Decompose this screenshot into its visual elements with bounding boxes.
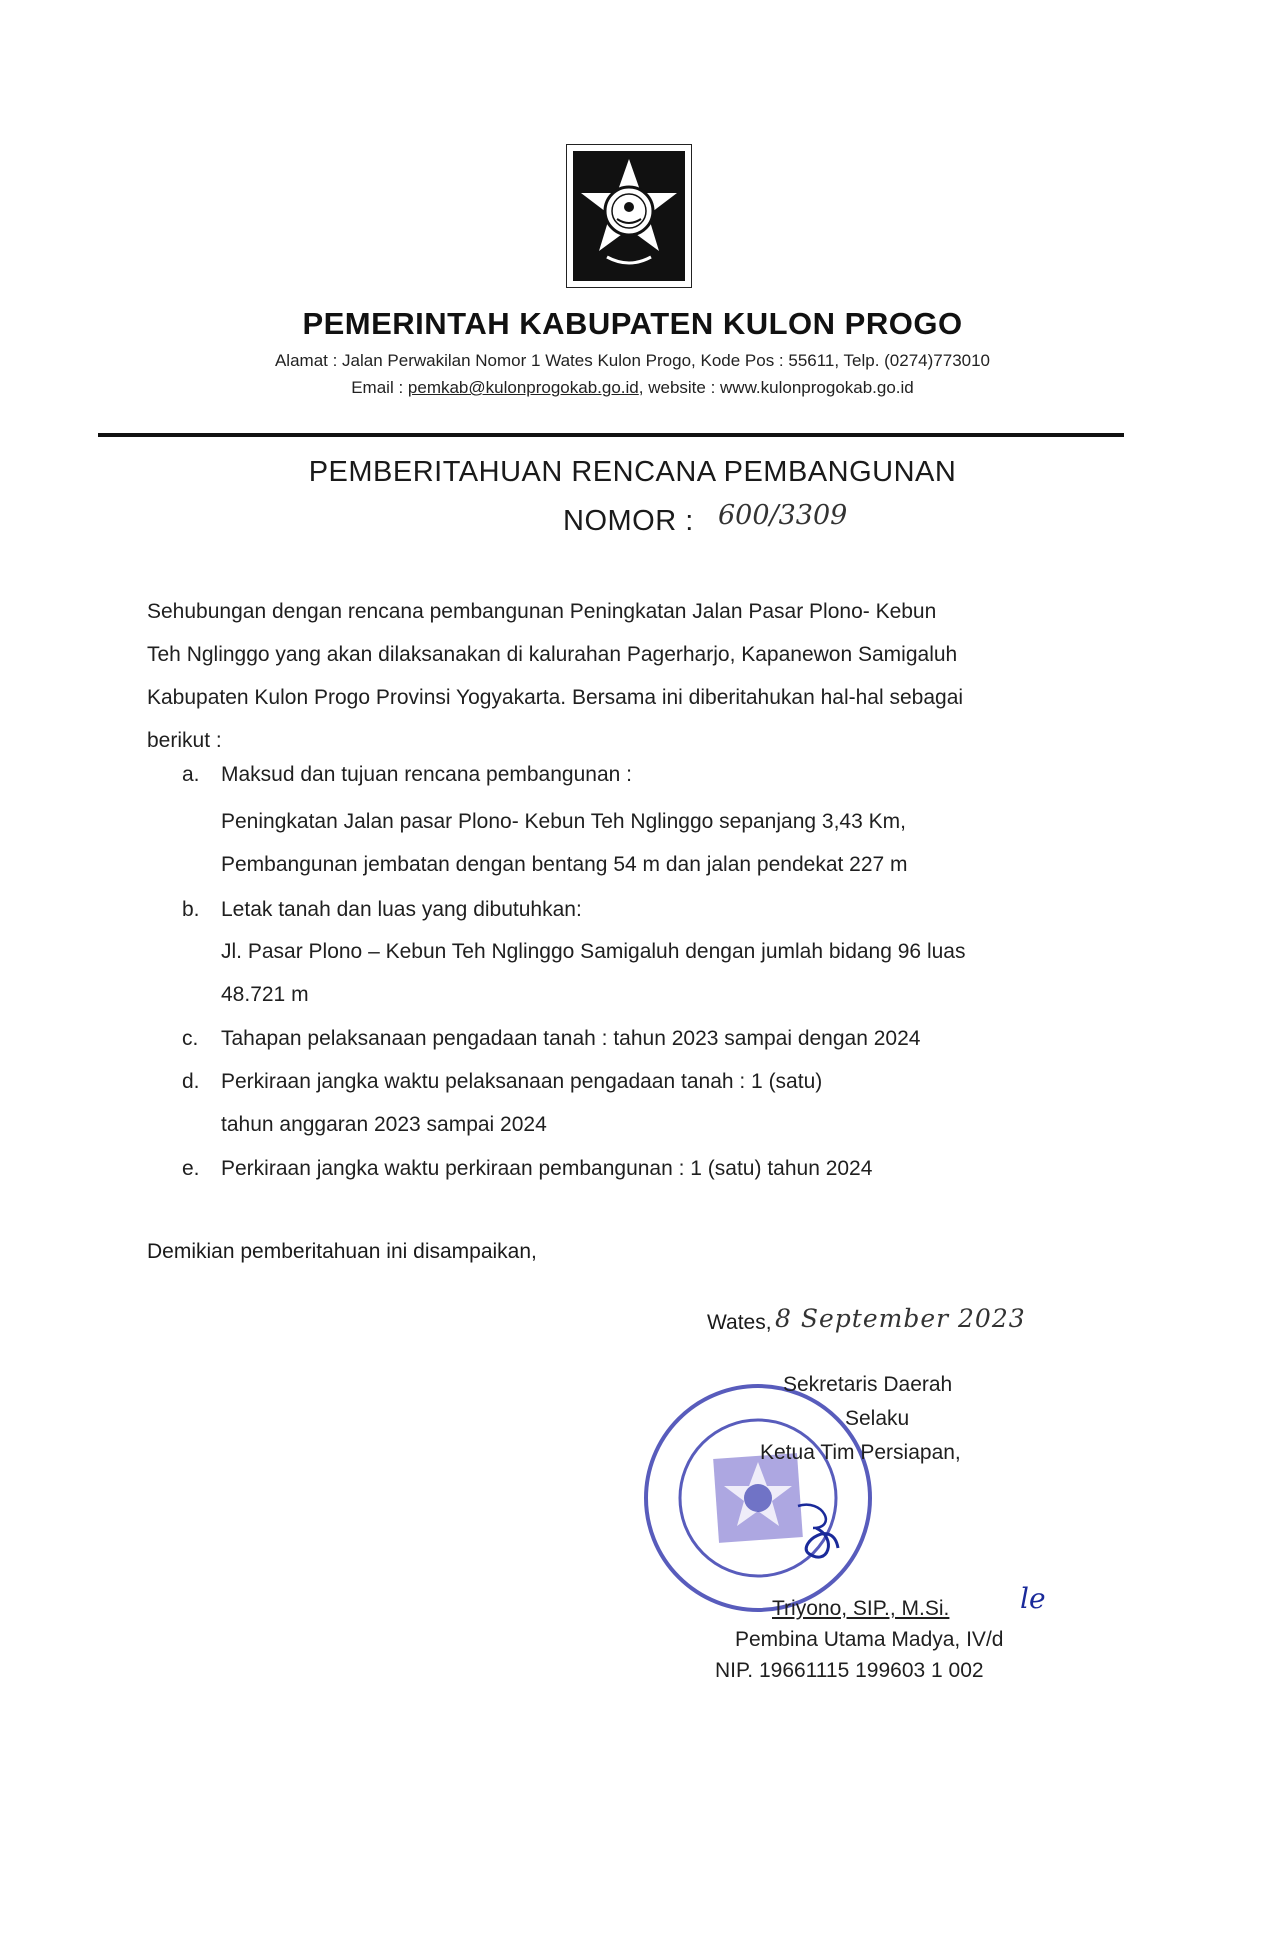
item-letter: c. <box>182 1027 199 1050</box>
item-text: tahun anggaran 2023 sampai 2024 <box>221 1113 547 1136</box>
government-name: PEMERINTAH KABUPATEN KULON PROGO <box>302 306 963 341</box>
item-text: Letak tanah dan luas yang dibutuhkan: <box>221 898 582 921</box>
item-text: Pembangunan jembatan dengan bentang 54 m dan jalan pendekat 227 m <box>221 853 908 876</box>
website-label: , website : <box>638 378 721 397</box>
handwritten-date: 8 September 2023 <box>775 1304 1026 1333</box>
signatory-name: Triyono, SIP., M.Si. <box>772 1597 950 1620</box>
item-letter: a. <box>182 763 200 786</box>
item-text: Tahapan pelaksanaan pengadaan tanah : tahun 2023 sampai dengan 2024 <box>221 1027 921 1050</box>
header-divider <box>98 433 1124 437</box>
signatory-position: Sekretaris Daerah <box>783 1373 953 1396</box>
opening-line: Kabupaten Kulon Progo Provinsi Yogyakarta. Bersama ini diberitahukan hal-hal sebagai <box>147 686 964 709</box>
opening-line: Teh Nglinggo yang akan dilaksanakan di kalurahan Pagerharjo, Kapanewon Samigaluh <box>147 643 958 666</box>
item-letter: d. <box>182 1070 200 1093</box>
signatory-rank: Pembina Utama Madya, IV/d <box>735 1628 1004 1651</box>
item-text: Jl. Pasar Plono – Kebun Teh Nglinggo Samigaluh dengan jumlah bidang 96 luas <box>221 940 966 963</box>
item-letter: e. <box>182 1157 200 1180</box>
email-link[interactable]: pemkab@kulonprogokab.go.id <box>407 378 639 397</box>
opening-paragraph <box>147 590 1107 762</box>
signatory-position: Ketua Tim Persiapan, <box>760 1441 961 1464</box>
signature-place: Wates, <box>707 1311 772 1334</box>
item-text: Maksud dan tujuan rencana pembangunan : <box>221 763 632 786</box>
handwritten-initial: le <box>1020 1582 1046 1615</box>
item-text: Peningkatan Jalan pasar Plono- Kebun Teh Nglinggo sepanjang 3,43 Km, <box>221 810 906 833</box>
signatory-position: Selaku <box>845 1407 910 1430</box>
contact-line <box>0 378 1265 398</box>
document-number-label: NOMOR : <box>563 505 694 537</box>
website-link[interactable]: www.kulonprogokab.go.id <box>720 378 914 397</box>
item-text: Perkiraan jangka waktu pelaksanaan pengadaan tanah : 1 (satu) <box>221 1070 823 1093</box>
address-line: Alamat : Jalan Perwakilan Nomor 1 Wates Kulon Progo, Kode Pos : 55611, Telp. (0274)773010 <box>274 351 991 370</box>
closing-statement: Demikian pemberitahuan ini disampaikan, <box>147 1240 537 1263</box>
item-letter: b. <box>182 898 200 921</box>
opening-line: berikut : <box>147 729 222 752</box>
email-label: Email : <box>351 378 408 397</box>
document-number-handwritten: 600/3309 <box>718 500 848 531</box>
signatory-nip: NIP. 19661115 199603 1 002 <box>715 1659 984 1682</box>
opening-line: Sehubungan dengan rencana pembangunan Peningkatan Jalan Pasar Plono- Kebun <box>147 600 937 623</box>
document-title: PEMBERITAHUAN RENCANA PEMBANGUNAN <box>308 456 957 488</box>
official-stamp <box>638 1378 878 1623</box>
item-text: Perkiraan jangka waktu perkiraan pembangunan : 1 (satu) tahun 2024 <box>221 1157 873 1180</box>
item-text: 48.721 m <box>221 983 309 1006</box>
kulon-progo-emblem <box>566 144 692 288</box>
